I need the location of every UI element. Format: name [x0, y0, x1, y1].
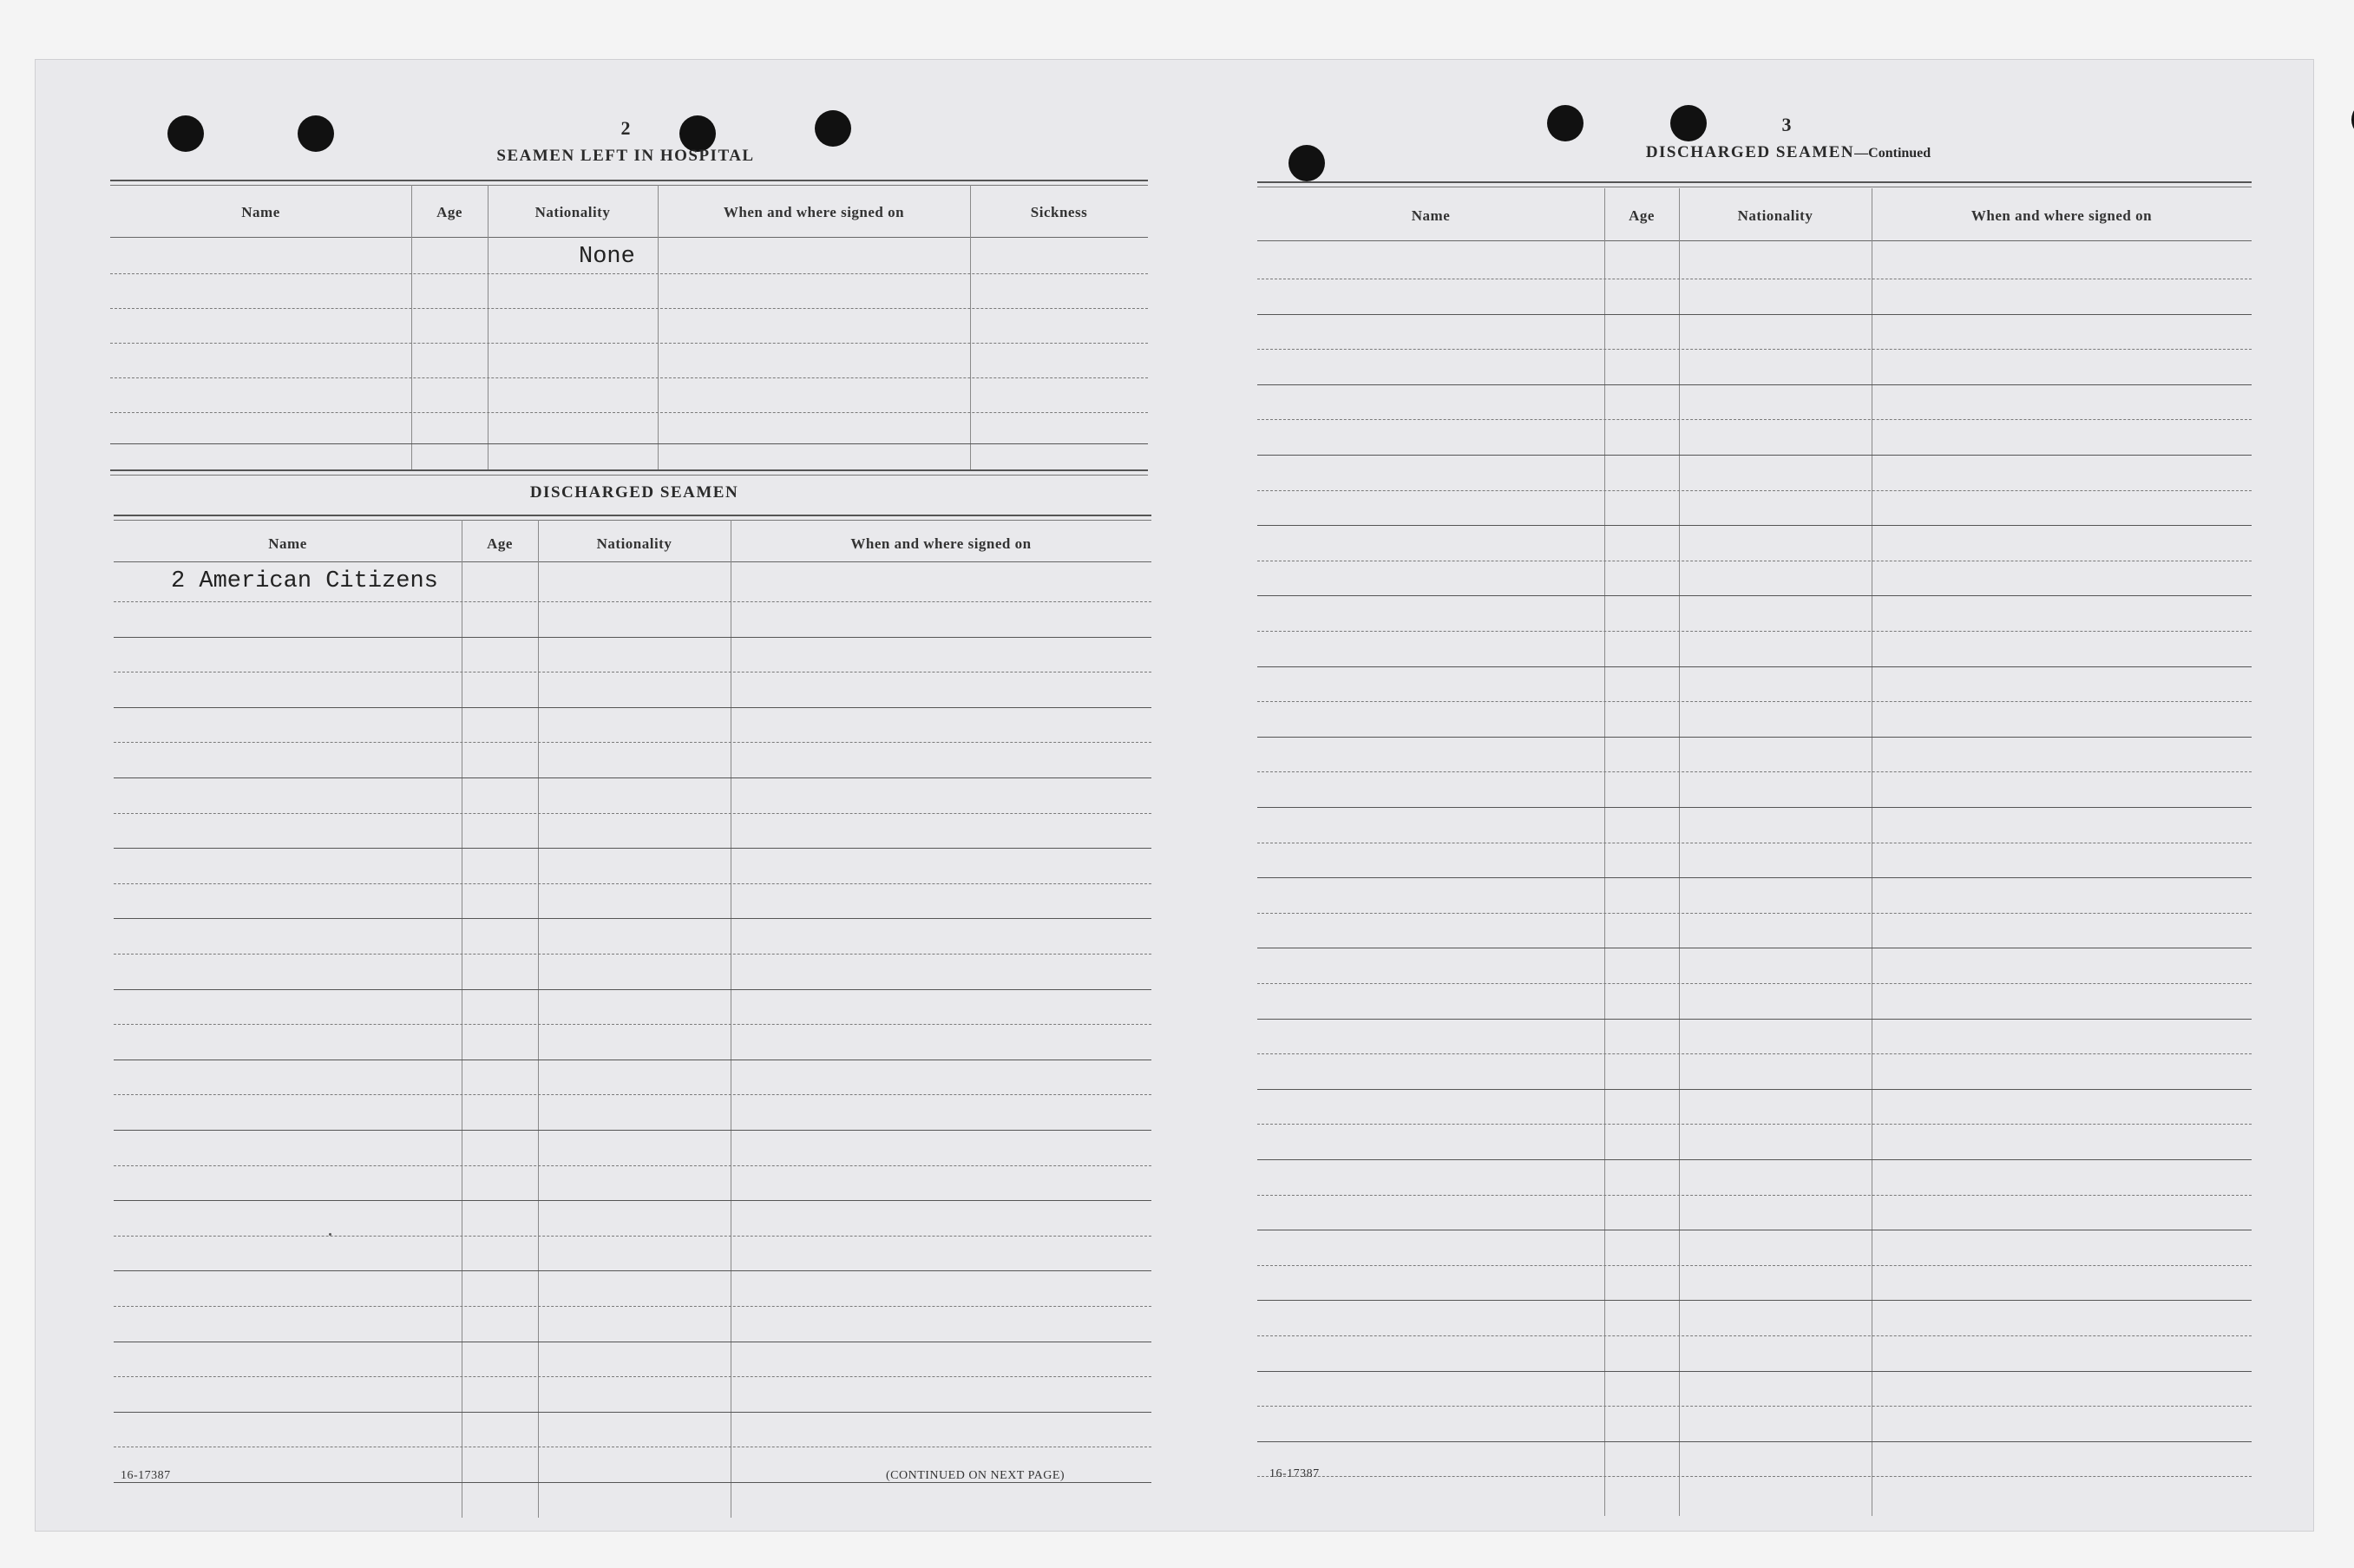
- discharged-section-title: DISCHARGED SEAMEN: [529, 483, 739, 502]
- col-header-age: Age: [1629, 207, 1655, 224]
- row-line: [1257, 1476, 2252, 1477]
- table-bottom-rule: [110, 469, 1148, 476]
- col-header-name: Name: [241, 204, 280, 220]
- row-line: [1257, 1300, 2252, 1301]
- row-line: [114, 918, 1151, 919]
- column-divider: [538, 520, 539, 1518]
- row-line: [1257, 1441, 2252, 1442]
- column-divider: [1679, 188, 1680, 1516]
- table-header: [1257, 207, 2252, 233]
- row-line: [114, 989, 1151, 990]
- col-header-name: Name: [1411, 207, 1451, 224]
- continued-note: (CONTINUED ON NEXT PAGE): [886, 1469, 1066, 1482]
- row-line: [1257, 983, 2252, 984]
- hospital-section-title: SEAMEN LEFT IN HOSPITAL: [496, 147, 755, 165]
- form-sheet: [35, 59, 2314, 1532]
- row-line: [1257, 1053, 2252, 1054]
- row-line: [114, 813, 1151, 814]
- discharged-table: [114, 515, 1151, 1523]
- punch-hole: [167, 115, 204, 152]
- table-header: [110, 204, 1148, 230]
- row-line: [110, 443, 1148, 444]
- row-line: [114, 777, 1151, 778]
- col-header-age: Age: [436, 204, 462, 220]
- row-line: [1257, 1019, 2252, 1020]
- col-header-nationality: Nationality: [534, 204, 611, 220]
- hospital-table: [110, 180, 1148, 476]
- header-underline: [1257, 240, 2252, 241]
- column-divider: [970, 185, 971, 471]
- row-line: [114, 1200, 1151, 1201]
- row-line: [114, 1024, 1151, 1025]
- header-underline: [110, 237, 1148, 238]
- row-line: [110, 412, 1148, 413]
- col-header-signed-on: When and where signed on: [1970, 207, 2153, 224]
- row-line: [114, 637, 1151, 638]
- row-line: [114, 707, 1151, 708]
- table-top-rule: [110, 180, 1148, 186]
- column-divider: [1604, 188, 1605, 1516]
- row-line: [114, 954, 1151, 955]
- col-header-nationality: Nationality: [1737, 207, 1813, 224]
- page-number: 2: [620, 117, 631, 139]
- row-line: [1257, 1265, 2252, 1266]
- col-header-sickness: Sickness: [1030, 204, 1088, 220]
- row-line: [114, 742, 1151, 743]
- row-line: [114, 1376, 1151, 1377]
- title-suffix: —Continued: [1854, 146, 1931, 161]
- row-line: [1257, 737, 2252, 738]
- row-line: [1257, 384, 2252, 385]
- row-line: [1257, 877, 2252, 878]
- row-line: [1257, 807, 2252, 808]
- row-line: [1257, 913, 2252, 914]
- row-line: [110, 377, 1148, 378]
- column-divider: [658, 185, 659, 471]
- left-page: [36, 60, 1216, 1531]
- row-line: [114, 1412, 1151, 1413]
- row-line: [1257, 1124, 2252, 1125]
- row-line: [1257, 525, 2252, 526]
- form-number: 16-17387: [121, 1469, 171, 1482]
- punch-hole: [815, 110, 851, 147]
- row-line: [1257, 771, 2252, 772]
- row-line: [110, 343, 1148, 344]
- row-line: [1257, 490, 2252, 491]
- right-page: [1224, 60, 2313, 1531]
- row-line: [114, 1165, 1151, 1166]
- row-line: [114, 1130, 1151, 1131]
- table-top-rule: [1257, 181, 2252, 187]
- row-line: [110, 273, 1148, 274]
- discharged-entry: 2 American Citizens: [171, 568, 438, 594]
- row-line: [114, 1306, 1151, 1307]
- row-line: [114, 601, 1151, 602]
- column-divider: [411, 185, 412, 471]
- punch-hole: [1670, 105, 1707, 141]
- row-line: [1257, 595, 2252, 596]
- row-line: [1257, 419, 2252, 420]
- col-header-age: Age: [487, 535, 513, 552]
- punch-hole: [1547, 105, 1584, 141]
- col-header-name: Name: [268, 535, 307, 552]
- speck: [329, 1233, 331, 1236]
- col-header-nationality: Nationality: [596, 535, 672, 552]
- row-line: [110, 308, 1148, 309]
- row-line: [1257, 1159, 2252, 1160]
- discharged-continued-table: [1257, 181, 2252, 1518]
- row-line: [1257, 349, 2252, 350]
- row-line: [1257, 701, 2252, 702]
- row-line: [114, 1094, 1151, 1095]
- row-line: [1257, 1089, 2252, 1090]
- row-line: [1257, 1195, 2252, 1196]
- col-header-signed-on: When and where signed on: [723, 204, 905, 220]
- table-header: [114, 535, 1151, 561]
- row-line: [114, 1270, 1151, 1271]
- row-line: [1257, 666, 2252, 667]
- row-line: [1257, 455, 2252, 456]
- page-number: 3: [1781, 114, 1792, 135]
- col-header-signed-on: When and where signed on: [850, 535, 1032, 552]
- hospital-entry: None: [579, 244, 635, 270]
- row-line: [1257, 1406, 2252, 1407]
- row-line: [1257, 314, 2252, 315]
- row-line: [1257, 1371, 2252, 1372]
- row-line: [114, 883, 1151, 884]
- form-number: 16-17387: [1269, 1467, 1320, 1480]
- column-divider: [488, 185, 489, 471]
- title-text: DISCHARGED SEAMEN: [1645, 143, 1855, 161]
- row-line: [114, 848, 1151, 849]
- header-underline: [114, 561, 1151, 562]
- row-line: [1257, 1335, 2252, 1336]
- discharged-continued-title: [1485, 143, 2092, 162]
- punch-hole: [1288, 145, 1325, 181]
- row-line: [114, 1236, 1151, 1237]
- row-line: [1257, 631, 2252, 632]
- table-top-rule: [114, 515, 1151, 521]
